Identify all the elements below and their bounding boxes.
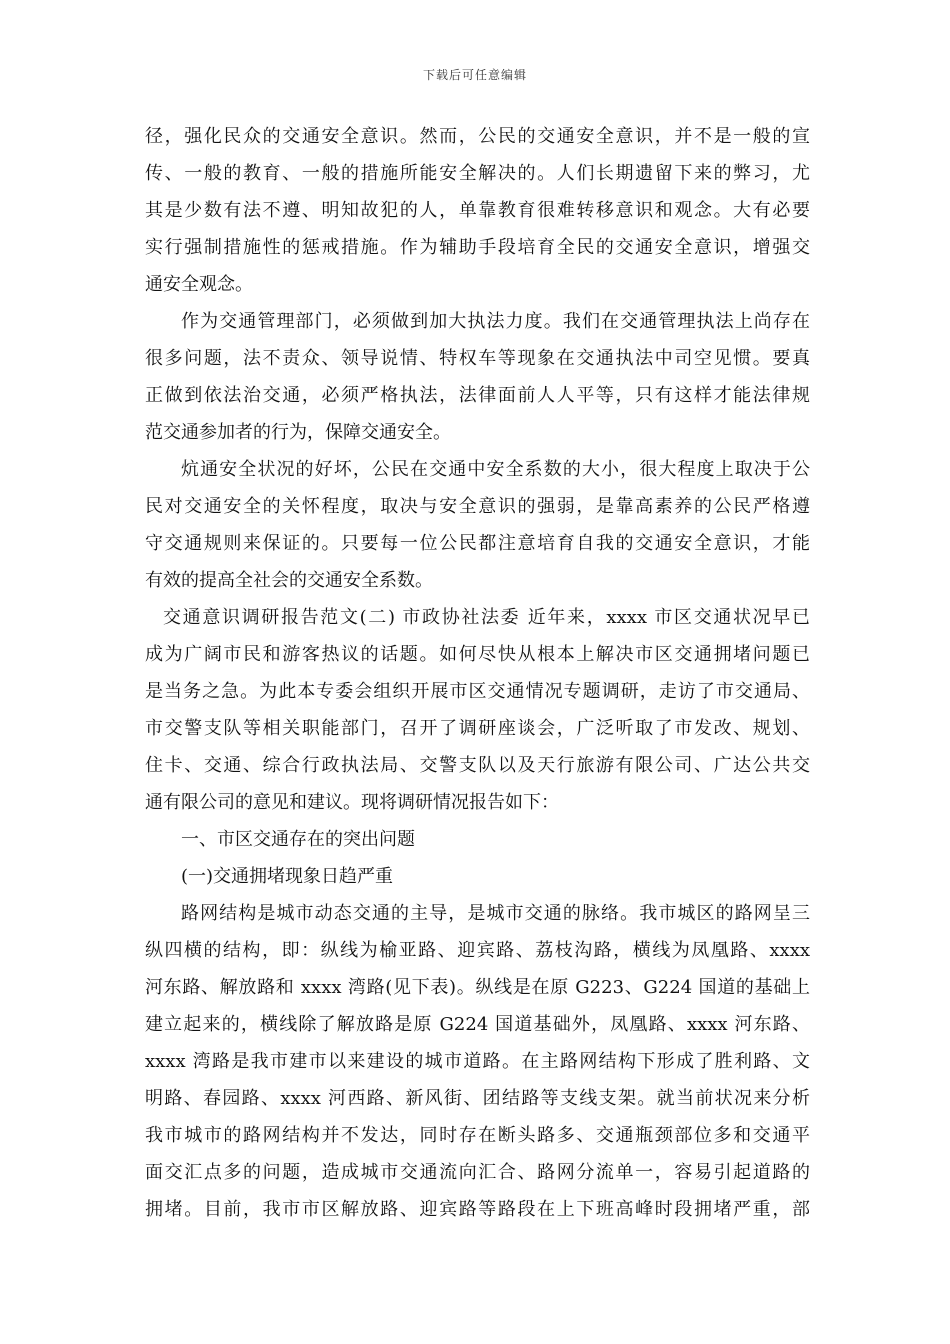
text-line: 交通意识调研报告范文(二) 市政协社法委 近年来，xxxx 市区交通状况早已 [163,607,810,628]
text-line: 住卡、交通、综合行政执法局、交警支队以及天行旅游有限公司、广达公共交 [145,755,810,776]
text-line: 拥堵。目前，我市市区解放路、迎宾路等路段在上下班高峰时段拥堵严重，部 [145,1199,810,1220]
section-heading: 一、市区交通存在的突出问题 [181,829,415,850]
text-line: 成为广阔市民和游客热议的话题。如何尽快从根本上解决市区交通拥堵问题已 [145,644,810,665]
text-line: xxxx 湾路是我市建市以来建设的城市道路。在主路网结构下形成了胜利路、文 [145,1051,810,1072]
text-line: 炕通安全状况的好坏，公民在交通中安全系数的大小，很大程度上取决于公 [181,459,810,480]
text-line: 明路、春园路、xxxx 河西路、新风街、团结路等支线支架。就当前状况来分析 [145,1088,810,1109]
text-line: 通有限公司的意见和建议。现将调研情况报告如下： [145,792,559,813]
text-line: 有效的提高全社会的交通安全系数。 [145,570,433,591]
text-line: 民对交通安全的关怀程度，取决与安全意识的强弱，是靠高素养的公民严格遵 [145,496,810,517]
text-line: 纵四横的结构，即：纵线为榆亚路、迎宾路、荔枝沟路，横线为凤凰路、xxxx [145,940,810,961]
page-header: 下载后可任意编辑 [422,68,527,82]
text-line: 市交警支队等相关职能部门，召开了调研座谈会，广泛听取了市发改、规划、 [145,718,810,739]
document-body [145,118,810,1228]
text-line: 面交汇点多的问题，造成城市交通流向汇合、路网分流单一，容易引起道路的 [145,1162,810,1183]
text-line: 路网结构是城市动态交通的主导，是城市交通的脉络。我市城区的路网呈三 [181,903,810,924]
text-line: 守交通规则来保证的。只要每一位公民都注意培育自我的交通安全意识，才能 [145,533,810,554]
text-line: 实行强制措施性的惩戒措施。作为辅助手段培育全民的交通安全意识，增强交 [145,237,810,258]
text-line: 我市城市的路网结构并不发达，同时存在断头路多、交通瓶颈部位多和交通平 [145,1125,810,1146]
text-line: 径，强化民众的交通安全意识。然而，公民的交通安全意识，并不是一般的宣 [145,126,810,147]
text-line: 作为交通管理部门，必须做到加大执法力度。我们在交通管理执法上尚存在 [181,311,810,332]
text-line: 很多问题，法不责众、领导说情、特权车等现象在交通执法中司空见惯。要真 [145,348,810,369]
text-line: 通安全观念。 [145,274,253,295]
text-line: 建立起来的，横线除了解放路是原 G224 国道基础外，凤凰路、xxxx 河东路、 [145,1014,810,1035]
text-line: 河东路、解放路和 xxxx 湾路(见下表)。纵线是在原 G223、G224 国道的基础上 [145,977,810,998]
text-line: 是当务之急。为此本专委会组织开展市区交通情况专题调研，走访了市交通局、 [145,681,810,702]
subsection-heading: (一)交通拥堵现象日趋严重 [181,866,394,887]
text-line: 正做到依法治交通，必须严格执法，法律面前人人平等，只有这样才能法律规 [145,385,810,406]
text-line: 传、一般的教育、一般的措施所能安全解决的。人们长期遗留下来的弊习，尤 [145,163,810,184]
text-line: 其是少数有法不遵、明知故犯的人，单靠教育很难转移意识和观念。大有必要 [145,200,810,221]
text-line: 范交通参加者的行为，保障交通安全。 [145,422,451,443]
